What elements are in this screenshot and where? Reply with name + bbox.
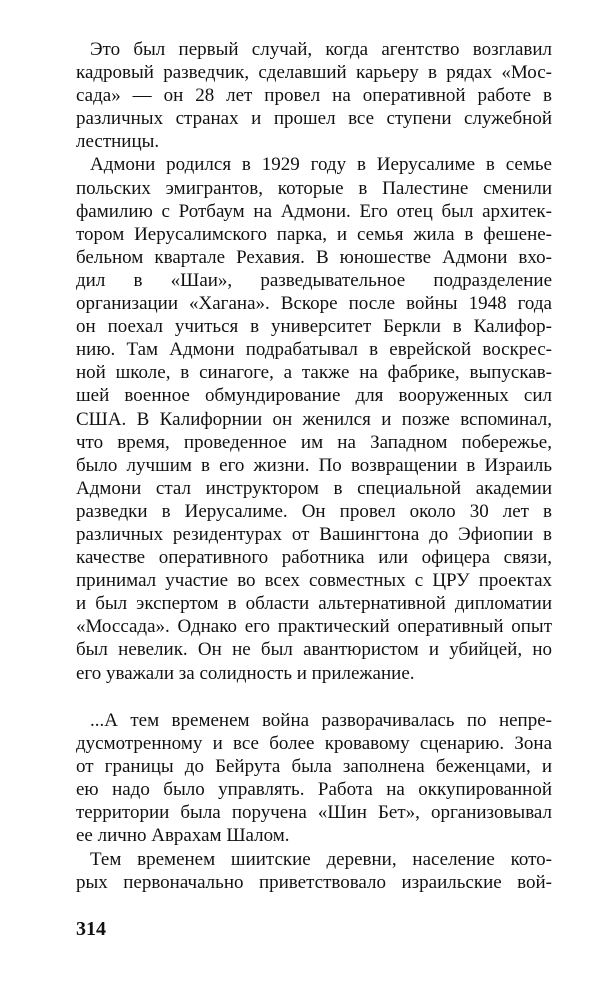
text-line: дил в «Шаи», разведывательное подразделение (76, 269, 552, 291)
text-line: сада» — он 28 лет провел на оперативной работе в (76, 85, 552, 107)
text-line: он поехал учиться в университет Беркли в Калифор- (76, 316, 552, 338)
text-line: различных резидентурах от Вашингтона до Эфиопии в (76, 523, 552, 545)
text-line: Это был первый случай, когда агентство возглавил (90, 39, 552, 60)
text-line: нию. Там Адмони подрабатывал в еврейской воскрес- (76, 339, 552, 361)
text-line: дусмотренному и все более кровавому сценарию. Зона (76, 733, 552, 755)
text-line: ной школе, в синагоге, а также на фабрике, выпускав- (76, 362, 552, 384)
text-line: было лучшим в его жизни. По возвращении в Израиль (76, 454, 552, 476)
text-line: был невелик. Он не был авантюристом и убийцей, но (76, 639, 552, 661)
text-line: «Моссада». Однако его практический оперативный опыт (76, 616, 552, 638)
text-line: лестницы. (76, 131, 160, 153)
text-line: польских эмигрантов, которые в Палестине сменили (76, 177, 552, 199)
text-line: фамилию с Ротбаум на Адмони. Его отец был архитек- (76, 200, 552, 222)
text-line: и был экспертом в области альтернативной дипломатии (76, 593, 552, 615)
text-line: принимал участие во всех совместных с ЦРУ проектах (76, 570, 552, 592)
text-line: Адмони родился в 1929 году в Иерусалиме в семье (90, 154, 552, 176)
text-line: организации «Хагана». Вскоре после войны 1948 года (76, 293, 552, 315)
text-line: шей военное обмундирование для вооруженных сил (76, 385, 552, 407)
page-number: 314 (76, 918, 106, 940)
text-line: бельном квартале Рехавия. В юношестве Адмони вхо- (76, 246, 552, 268)
text-line: качестве оперативного работника или офицера связи, (76, 547, 552, 569)
continuation-text-block (76, 709, 552, 894)
text-line: США. В Калифорнии он женился и позже вспоминал, (76, 408, 552, 430)
text-line: кадровый разведчик, сделавший карьеру в рядах «Мос- (76, 62, 552, 84)
text-line: ее лично Аврахам Шалом. (76, 825, 290, 847)
text-line: ею надо было управлять. Работа на оккупированной (76, 779, 552, 801)
text-line: от границы до Бейрута была заполнена беженцами, и (76, 756, 552, 778)
text-line: рых первоначально приветствовало израильские вой- (76, 871, 552, 893)
text-line: тором Иерусалимского парка, и семья жила в фешене- (76, 223, 552, 245)
text-line: Тем временем шиитские деревни, население кото- (90, 848, 552, 870)
text-line: различных странах и прошел все ступени служебной (76, 108, 552, 130)
text-line: Адмони стал инструктором в специальной академии (76, 477, 552, 499)
text-line: ...А тем временем война разворачивалась по непре- (90, 710, 552, 731)
text-line: разведки в Иерусалиме. Он провел около 30 лет в (76, 500, 552, 522)
main-text-block (76, 38, 552, 685)
text-line: что время, проведенное им на Западном побережье, (76, 431, 552, 453)
text-line: его уважали за солидность и прилежание. (76, 662, 415, 684)
text-line: территории была поручена «Шин Бет», организовывал (76, 802, 552, 824)
